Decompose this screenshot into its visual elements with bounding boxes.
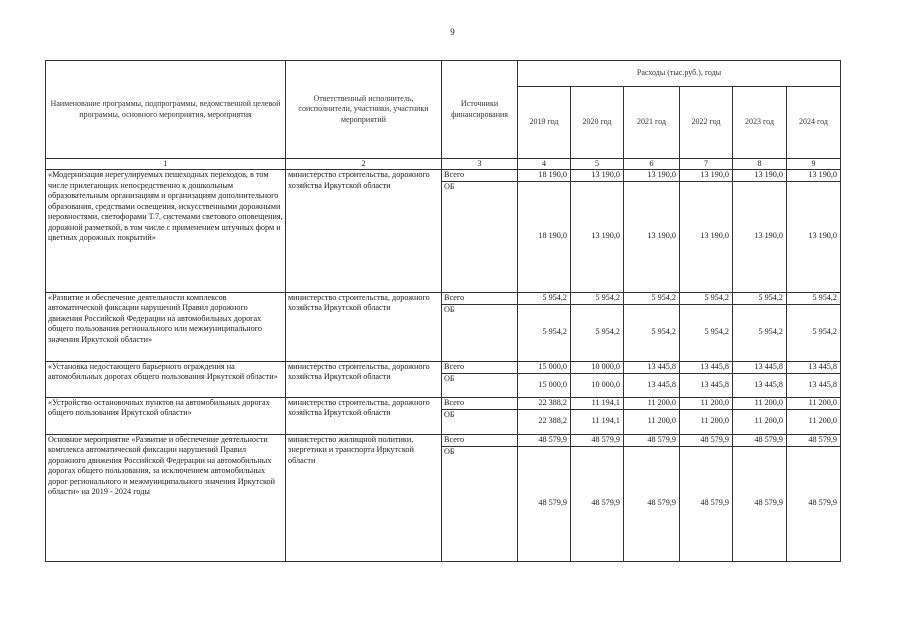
expense-value: 11 200,0 [680, 409, 733, 434]
column-number: 4 [518, 159, 571, 170]
expense-value: 10 000,0 [571, 361, 624, 373]
activity-name: «Установка недостающего барьерного ограждения на автомобильных дорогах общего пользования Иркутской области» [46, 361, 286, 397]
expense-value: 15 000,0 [518, 361, 571, 373]
executor-name: министерство жилищной политики, энергетики и транспорта Иркутской области [286, 434, 442, 561]
expense-value: 5 954,2 [518, 304, 571, 361]
column-number: 7 [680, 159, 733, 170]
expense-value: 13 445,8 [680, 373, 733, 397]
expense-value: 48 579,9 [787, 446, 841, 561]
expense-value: 48 579,9 [787, 434, 841, 446]
expense-value: 48 579,9 [518, 446, 571, 561]
table-body [46, 170, 841, 562]
expense-value: 48 579,9 [571, 446, 624, 561]
column-number: 1 [46, 159, 286, 170]
executor-name: министерство строительства, дорожного хозяйства Иркутской области [286, 170, 442, 293]
funding-source: ОБ [442, 304, 518, 361]
expense-value: 11 200,0 [733, 397, 787, 409]
column-number: 5 [571, 159, 624, 170]
header-year: 2021 год [624, 87, 680, 159]
expense-value: 13 190,0 [571, 181, 624, 292]
table-row [46, 361, 841, 373]
expense-value: 11 194,1 [571, 409, 624, 434]
column-numbers-row [46, 159, 841, 170]
executor-name: министерство строительства, дорожного хозяйства Иркутской области [286, 397, 442, 434]
table-row [46, 170, 841, 182]
header-executor: Ответственный исполнитель, соисполнители, участники, участники мероприятий [286, 61, 442, 159]
expense-value: 13 445,8 [680, 361, 733, 373]
header-year: 2019 год [518, 87, 571, 159]
expense-value: 13 445,8 [624, 373, 680, 397]
expense-value: 13 445,8 [787, 361, 841, 373]
expense-value: 5 954,2 [571, 304, 624, 361]
expense-value: 15 000,0 [518, 373, 571, 397]
expense-value: 22 388,2 [518, 397, 571, 409]
expense-value: 48 579,9 [680, 446, 733, 561]
expense-value: 5 954,2 [787, 292, 841, 304]
funding-source: ОБ [442, 181, 518, 292]
header-expenses: Расходы (тыс.руб.), годы [518, 61, 841, 87]
expense-value: 18 190,0 [518, 181, 571, 292]
expense-value: 11 200,0 [624, 409, 680, 434]
header-year: 2022 год [680, 87, 733, 159]
funding-source: Всего [442, 397, 518, 409]
expense-value: 13 445,8 [733, 373, 787, 397]
expense-value: 13 190,0 [733, 181, 787, 292]
expense-value: 48 579,9 [624, 446, 680, 561]
expense-value: 22 388,2 [518, 409, 571, 434]
expense-value: 5 954,2 [624, 304, 680, 361]
column-number: 8 [733, 159, 787, 170]
expense-value: 11 194,1 [571, 397, 624, 409]
funding-source: ОБ [442, 409, 518, 434]
expense-value: 48 579,9 [733, 434, 787, 446]
header-year: 2024 год [787, 87, 841, 159]
funding-source: ОБ [442, 373, 518, 397]
expense-value: 13 190,0 [571, 170, 624, 182]
expenses-table [45, 60, 841, 562]
expense-value: 13 445,8 [787, 373, 841, 397]
executor-name: министерство строительства, дорожного хозяйства Иркутской области [286, 292, 442, 361]
expense-value: 13 190,0 [680, 181, 733, 292]
column-number: 3 [442, 159, 518, 170]
expense-value: 5 954,2 [624, 292, 680, 304]
expense-value: 13 445,8 [733, 361, 787, 373]
expense-value: 11 200,0 [787, 409, 841, 434]
expense-value: 5 954,2 [680, 304, 733, 361]
page-number: 9 [450, 27, 455, 37]
funding-source: Всего [442, 170, 518, 182]
table-row [46, 292, 841, 304]
funding-source: Всего [442, 434, 518, 446]
column-number: 6 [624, 159, 680, 170]
expense-value: 13 190,0 [733, 170, 787, 182]
expense-value: 13 190,0 [787, 170, 841, 182]
activity-name: «Модернизация нерегулируемых пешеходных переходов, в том числе прилегающих непосредственно к дошкольным образовательным организациям и организациям дополнительного образования, средствами освещения, искусственными дорожными неровностями, светофорами Т.7, системами светового оповещения, дорожной разметкой, в том числе с применением штучных форм и цветных дорожных покрытий» [46, 170, 286, 293]
expense-value: 48 579,9 [518, 434, 571, 446]
expense-value: 11 200,0 [733, 409, 787, 434]
table-row [46, 434, 841, 446]
expense-value: 13 190,0 [680, 170, 733, 182]
expense-value: 11 200,0 [787, 397, 841, 409]
activity-name: Основное мероприятие «Развитие и обеспечение деятельности комплекса автоматической фиксации нарушений Правил дорожного движения Российской Федерации на автомобильных дорогах общего пользования, за исключением автомобильных дорог регионального и межмуниципального значения Иркутской области» на 2019 - 2024 годы [46, 434, 286, 561]
header-name: Наименование программы, подпрограммы, ведомственной целевой программы, основного мероприятия, мероприятия [46, 61, 286, 159]
expense-value: 5 954,2 [733, 292, 787, 304]
expense-value: 5 954,2 [787, 304, 841, 361]
expense-value: 13 445,8 [624, 361, 680, 373]
expense-value: 48 579,9 [624, 434, 680, 446]
expense-value: 48 579,9 [571, 434, 624, 446]
expense-value: 48 579,9 [733, 446, 787, 561]
activity-name: «Устройство остановочных пунктов на автомобильных дорогах общего пользования Иркутской области» [46, 397, 286, 434]
expense-value: 5 954,2 [571, 292, 624, 304]
column-number: 9 [787, 159, 841, 170]
expense-value: 10 000,0 [571, 373, 624, 397]
header-year: 2020 год [571, 87, 624, 159]
expense-value: 5 954,2 [518, 292, 571, 304]
expense-value: 5 954,2 [680, 292, 733, 304]
expense-value: 13 190,0 [624, 181, 680, 292]
expense-value: 48 579,9 [680, 434, 733, 446]
column-number: 2 [286, 159, 442, 170]
expense-value: 13 190,0 [787, 181, 841, 292]
expense-value: 11 200,0 [624, 397, 680, 409]
funding-source: Всего [442, 361, 518, 373]
expense-value: 5 954,2 [733, 304, 787, 361]
funding-source: Всего [442, 292, 518, 304]
funding-source: ОБ [442, 446, 518, 561]
expense-value: 18 190,0 [518, 170, 571, 182]
table-row [46, 397, 841, 409]
activity-name: «Развитие и обеспечение деятельности комплексов автоматической фиксации нарушений Правил дорожного движения Российской Федерации на автомобильных дорогах общего пользования регионального или межмуниципального значения Иркутской области» [46, 292, 286, 361]
expense-value: 13 190,0 [624, 170, 680, 182]
executor-name: министерство строительства, дорожного хозяйства Иркутской области [286, 361, 442, 397]
expense-value: 11 200,0 [680, 397, 733, 409]
header-sources: Источники финансирования [442, 61, 518, 159]
header-year: 2023 год [733, 87, 787, 159]
